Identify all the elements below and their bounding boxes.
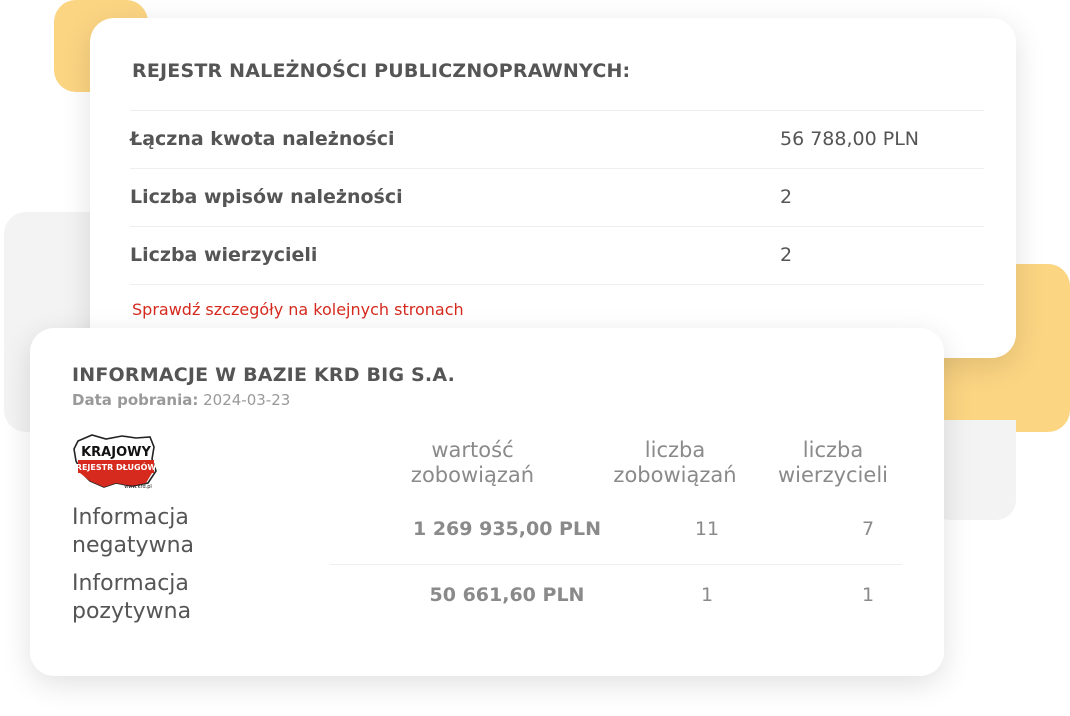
col-header-value: wartość zobowiązań [410, 438, 535, 487]
col-header-count: liczba zobowiązań [613, 438, 737, 487]
download-date-value: 2024-03-23 [203, 391, 291, 409]
download-date [72, 391, 290, 409]
registry-row-creditors-count [130, 226, 984, 283]
public-receivables-card [90, 18, 1016, 358]
krd-row-creditors: 1 [861, 584, 875, 606]
krd-info-card [30, 328, 944, 676]
registry-row-entries-count [130, 168, 984, 225]
krd-title: INFORMACJE W BAZIE KRD BIG S.A. [72, 364, 456, 386]
krd-row-creditors: 7 [861, 518, 875, 540]
registry-row-total-amount [130, 110, 984, 167]
download-date-label: Data pobrania: [72, 391, 199, 409]
krd-row-count: 1 [700, 584, 714, 606]
registry-divider [130, 284, 984, 285]
krd-logo-line2: REJESTR DŁUGÓW [75, 463, 157, 472]
details-link[interactable]: Sprawdź szczegóły na kolejnych stronach [132, 300, 464, 319]
krd-logo-url: www.krd.pl [124, 484, 152, 489]
krd-row-count: 11 [694, 518, 720, 540]
krd-row-divider [330, 564, 902, 565]
krd-logo-graphic [72, 433, 158, 489]
krd-row-amount: 1 269 935,00 PLN [413, 518, 601, 540]
registry-row-label: Łączna kwota należności [130, 128, 395, 150]
krd-row-amount: 50 661,60 PLN [429, 584, 585, 606]
registry-row-value: 2 [780, 244, 793, 266]
registry-row-value: 2 [780, 186, 793, 208]
krd-row-positive [72, 570, 904, 634]
registry-row-label: Liczba wpisów należności [130, 186, 403, 208]
krd-row-label: Informacja pozytywna [72, 571, 192, 624]
krd-row-label: Informacja negatywna [72, 505, 194, 558]
registry-title: REJESTR NALEŻNOŚCI PUBLICZNOPRAWNYCH: [132, 60, 631, 82]
krd-logo-line1: KRAJOWY [81, 445, 151, 460]
krd-row-negative [72, 504, 904, 568]
registry-row-value: 56 788,00 PLN [780, 128, 919, 150]
registry-row-label: Liczba wierzycieli [130, 244, 318, 266]
col-header-creditors: liczba wierzycieli [778, 438, 888, 487]
krd-logo [72, 433, 158, 493]
